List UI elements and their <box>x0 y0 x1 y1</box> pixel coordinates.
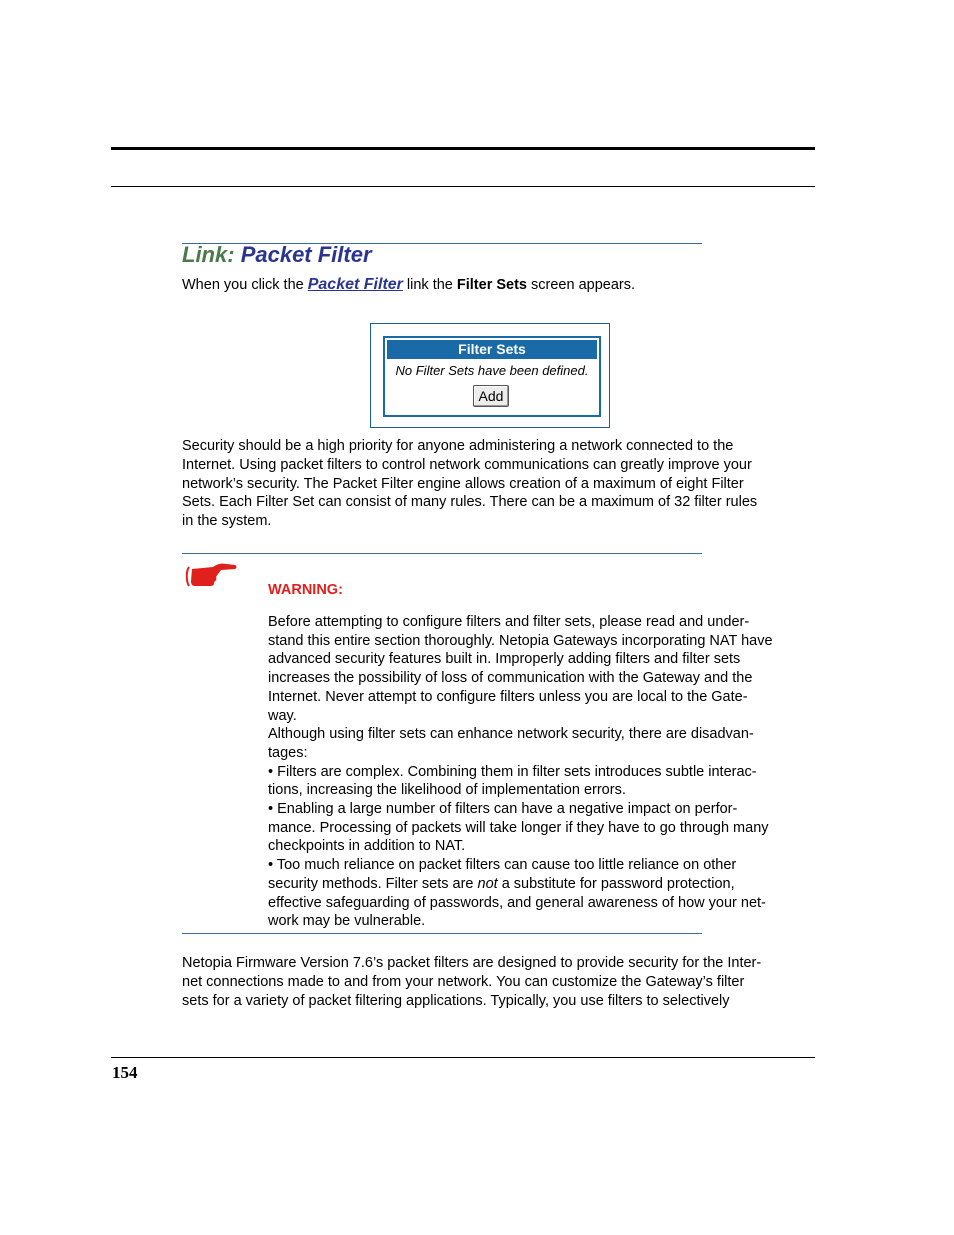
warning-body <box>268 613 808 931</box>
paragraph-line: network’s security. The Packet Filter engine allows creation of a maximum of eight Filter <box>182 475 744 492</box>
pointing-hand-icon <box>183 561 237 591</box>
warning-line: mance. Processing of packets will take longer if they have to go through many <box>268 819 769 836</box>
intro-before: When you click the <box>182 277 308 293</box>
warning-top-rule <box>182 553 702 554</box>
warning-line: checkpoints in addition to NAT. <box>268 838 466 855</box>
filter-sets-title: Filter Sets <box>387 340 597 359</box>
warning-text: security methods. Filter sets are <box>268 875 478 892</box>
security-paragraph <box>182 437 807 531</box>
warning-line: Internet. Never attempt to configure filters unless you are local to the Gate- <box>268 688 748 705</box>
footer-rule <box>111 1057 815 1058</box>
paragraph-line: Netopia Firmware Version 7.6’s packet filters are designed to provide security for the Inter- <box>182 955 762 971</box>
intro-after: screen appears. <box>527 277 636 293</box>
page-number: 154 <box>112 1063 138 1082</box>
warning-bottom-rule <box>182 933 702 934</box>
intro-sentence <box>182 275 635 295</box>
warning-line: way. <box>268 707 297 724</box>
filter-sets-panel <box>383 336 601 417</box>
warning-line: effective safeguarding of passwords, and general awareness of how your net- <box>268 894 766 911</box>
heading-target: Packet Filter <box>240 242 372 267</box>
heading-link-word: Link: <box>182 242 235 267</box>
packet-filter-link[interactable]: Packet Filter <box>307 276 403 293</box>
intro-middle: link the <box>402 277 457 293</box>
warning-bullet-line: • Too much reliance on packet filters can cause too little reliance on other <box>268 857 737 874</box>
section-heading <box>182 241 372 269</box>
warning-bullet-line: • Enabling a large number of filters can have a negative impact on perfor- <box>268 801 738 818</box>
warning-line: tages: <box>268 744 308 761</box>
warning-line: stand this entire section thoroughly. Netopia Gateways incorporating NAT have <box>268 632 773 649</box>
warning-line: increases the possibility of loss of communication with the Gateway and the <box>268 670 753 687</box>
emphasis-not: not <box>477 875 498 892</box>
intro-screen-name: Filter Sets <box>456 277 527 293</box>
warning-title: WARNING: <box>268 582 343 598</box>
paragraph-line: Internet. Using packet filters to control network communications can greatly improve your <box>182 456 752 473</box>
paragraph-line: Security should be a high priority for anyone administering a network connected to the <box>182 438 734 454</box>
warning-text: a substitute for password protection, <box>497 875 735 892</box>
warning-line: advanced security features built in. Improperly adding filters and filter sets <box>268 651 741 668</box>
warning-line: work may be vulnerable. <box>268 913 426 930</box>
firmware-paragraph <box>182 954 807 1010</box>
paragraph-line: Sets. Each Filter Set can consist of many rules. There can be a maximum of 32 filter rules <box>182 494 758 511</box>
warning-line <box>268 875 808 894</box>
warning-bullet-line: • Filters are complex. Combining them in filter sets introduces subtle interac- <box>268 763 757 780</box>
header-rule-thick <box>111 147 815 150</box>
paragraph-line: sets for a variety of packet filtering applications. Typically, you use filters to selectively <box>182 992 730 1009</box>
paragraph-line: net connections made to and from your network. You can customize the Gateway’s filter <box>182 973 745 990</box>
add-button[interactable]: Add <box>473 385 509 407</box>
header-rule-thin <box>111 186 815 187</box>
warning-line: Before attempting to configure filters and filter sets, please read and under- <box>268 614 750 630</box>
warning-line: tions, increasing the likelihood of implementation errors. <box>268 782 626 799</box>
filter-sets-screenshot <box>370 323 610 428</box>
warning-line: Although using filter sets can enhance network security, there are disadvan- <box>268 726 754 743</box>
paragraph-line: in the system. <box>182 513 272 530</box>
no-filter-sets-message: No Filter Sets have been defined. <box>395 363 589 378</box>
